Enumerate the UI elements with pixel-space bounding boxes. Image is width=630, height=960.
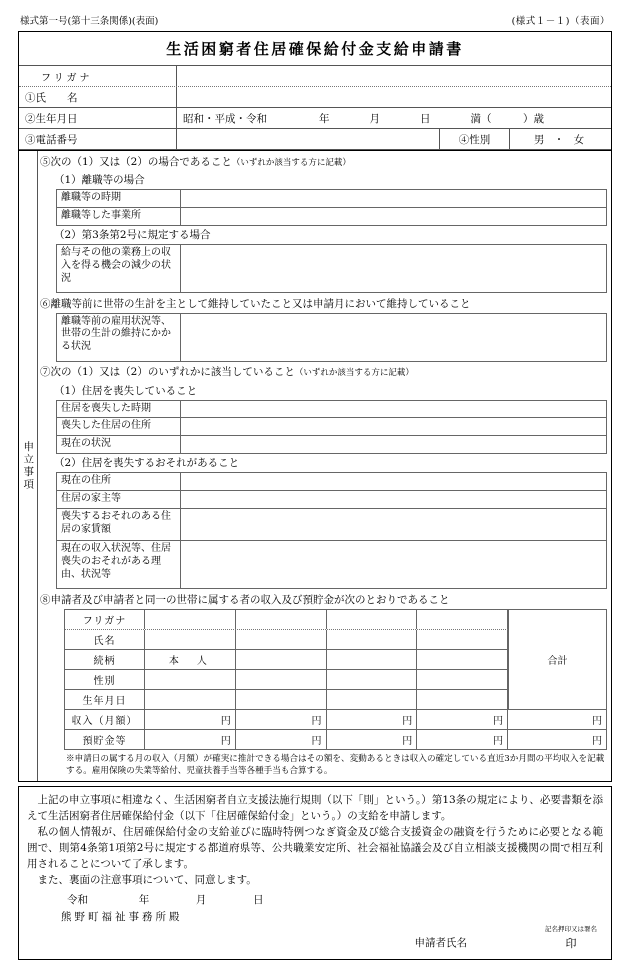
moushitate-vertical-label [19, 151, 38, 781]
person-3-income[interactable]: 円 [327, 710, 418, 729]
total-column-header: 合計 [508, 610, 606, 709]
total-income[interactable]: 円 [592, 715, 602, 727]
section-8-note: ※申請日の属する月の収入（月額）が確実に推計できる場合はその額を、変動あるときは収入の確定している直近3か月間の平均収入を記載する。雇用保険の失業等給付、児童扶養手当等各種手当も合算する。 [66, 753, 605, 776]
row-label: 現在の状況 [57, 436, 181, 453]
declaration-date[interactable] [27, 889, 603, 907]
table-row [57, 541, 606, 588]
row-label: 離職等前の雇用状況等、世帯の生計の維持にかかる状況 [57, 314, 181, 361]
row-input[interactable] [181, 418, 606, 435]
moushitate-block [19, 150, 611, 781]
dob-age-field[interactable]: 満（ ）歳 [470, 112, 544, 125]
dob-era-options[interactable]: 昭和・平成・令和 [183, 112, 267, 125]
main-form-frame [18, 31, 612, 782]
section-7-2-subheading: （2）住居を喪失するおそれがあること [54, 457, 240, 470]
tel-label: ③電話番号 [19, 129, 177, 149]
person-4-savings[interactable]: 円 [417, 730, 508, 749]
row-label: フリガナ [65, 610, 145, 629]
table-row [65, 650, 508, 670]
dob-day-unit: 日 [420, 112, 431, 125]
row-label: 離職等した事業所 [57, 208, 181, 225]
row-label: 喪失した住居の住所 [57, 418, 181, 435]
person-3-sex[interactable] [327, 670, 418, 689]
person-2-income[interactable]: 円 [236, 710, 327, 729]
declaration-frame [18, 786, 612, 960]
row-label: 現在の住所 [57, 473, 181, 490]
row-label: 喪失するおそれのある住居の家賃額 [57, 509, 181, 540]
table-row [57, 401, 606, 419]
section-6-heading [38, 293, 611, 313]
name-label: ①氏 名 [19, 87, 177, 107]
meta-row [18, 10, 612, 31]
person-1-sex[interactable] [145, 670, 236, 689]
declaration-paragraph-2: 私の個人情報が、住居確保給付金の支給並びに臨時特例つなぎ資金及び総合支援資金の融資を行うために必要となる範囲で、則第4条第1項第2号に規定する都道府県等、公共職業安定所、社会福祉協議会及び自立相談支援機関の間で相互利用されることについて了承します。 [27, 825, 603, 870]
section-5-heading-text: ⑤次の（1）又は（2）の場合であること [40, 155, 232, 168]
table-row [65, 690, 508, 709]
person-2-furigana[interactable] [236, 610, 327, 629]
row-label: 預貯金等 [65, 730, 145, 749]
date-year-unit: 年 [138, 893, 150, 906]
household-table-left [65, 610, 508, 709]
row-input[interactable] [181, 401, 606, 418]
name-input[interactable] [177, 87, 611, 107]
moushitate-body [38, 151, 611, 781]
dob-label: ②生年月日 [19, 108, 177, 128]
row-input[interactable] [181, 190, 606, 207]
table-row [57, 208, 606, 225]
section-5-1-subheading: （1）離職等の場合 [54, 174, 145, 186]
declaration-paragraph-1: 上記の申立事項に相違なく、生活困窮者自立支援法施行規則（以下「則」という。）第13条の規定により、必要書類を添えて生活困窮者住居確保給付金（以下「住居確保給付金」という。）の支給を申請します。 [27, 793, 603, 822]
row-label: 収入（月額） [65, 710, 145, 729]
person-2-name[interactable] [236, 630, 327, 649]
row-label: 住居の家主等 [57, 491, 181, 508]
form-number-left: 様式第一号(第十三条関係)(表面) [20, 16, 159, 27]
tel-input[interactable] [177, 129, 439, 149]
table-row [57, 491, 606, 509]
date-day-unit: 日 [253, 893, 264, 906]
table-row [57, 509, 606, 541]
table-row [57, 473, 606, 491]
seal-area[interactable] [545, 926, 603, 951]
table-row [57, 190, 606, 208]
section-7-heading-text: ⑦次の（1）又は（2）のいずれかに該当していること [40, 366, 295, 379]
table-row [65, 730, 606, 749]
row-input[interactable] [181, 509, 606, 540]
person-4-furigana[interactable] [417, 610, 508, 629]
furigana-input[interactable] [177, 66, 611, 86]
sex-label: ④性別 [439, 129, 509, 149]
section-7-1-subheading: （1）住居を喪失していること [54, 384, 198, 397]
person-2-savings[interactable]: 円 [236, 730, 327, 749]
section-5-1-table [56, 189, 607, 226]
table-row [57, 314, 606, 361]
furigana-label: フリガナ [19, 66, 177, 86]
person-3-name[interactable] [327, 630, 418, 649]
row-input[interactable] [181, 314, 606, 361]
section-7-1-table [56, 400, 607, 454]
moushitate-vertical-label-text: 申立事項 [22, 440, 35, 491]
table-row [57, 436, 606, 453]
person-1-income[interactable]: 円 [145, 710, 236, 729]
person-2-sex[interactable] [236, 670, 327, 689]
person-1-furigana[interactable] [145, 610, 236, 629]
row-input[interactable] [181, 491, 606, 508]
household-income-table [64, 609, 607, 750]
row-label: 性別 [65, 670, 145, 689]
person-4-income[interactable]: 円 [417, 710, 508, 729]
date-month-unit: 月 [195, 893, 207, 906]
table-row [65, 709, 606, 730]
row-input[interactable] [181, 473, 606, 490]
form-number-right: (様式１－１)（表面） [511, 16, 610, 27]
row-input[interactable] [181, 208, 606, 225]
row-label: 離職等の時期 [57, 190, 181, 207]
person-4-sex[interactable] [417, 670, 508, 689]
row-input[interactable] [181, 436, 606, 453]
declaration-paragraph-3: また、裏面の注意事項について、同意します。 [37, 873, 257, 886]
person-3-furigana[interactable] [327, 610, 418, 629]
person-3-relation[interactable] [327, 650, 418, 669]
seal-note: 記名押印又は署名 [545, 924, 597, 933]
person-3-dob[interactable] [327, 690, 418, 709]
person-1-name[interactable] [145, 630, 236, 649]
person-1-relation[interactable]: 本 人 [145, 650, 236, 669]
person-4-relation[interactable] [417, 650, 508, 669]
row-input[interactable] [181, 245, 606, 292]
total-savings[interactable]: 円 [592, 735, 602, 747]
section-7-heading [38, 362, 611, 382]
table-row [65, 670, 508, 690]
section-5-2-subheading: （2）第3条第2号に規定する場合 [54, 229, 211, 242]
date-era: 令和 [67, 893, 88, 906]
addressed-office: 熊野町福祉事務所殿 [61, 910, 183, 923]
row-label: 住居を喪失した時期 [57, 401, 181, 418]
row-label: 生年月日 [65, 690, 145, 709]
section-7-2-table [56, 472, 607, 589]
table-row [65, 630, 508, 650]
dob-month-unit: 月 [369, 112, 380, 125]
dob-input[interactable] [177, 108, 611, 128]
dob-year-unit: 年 [319, 112, 330, 125]
row-dob [19, 108, 611, 129]
row-input[interactable] [181, 541, 606, 588]
table-row [57, 245, 606, 292]
applicant-name-label: 申請者氏名 [414, 936, 467, 949]
row-label: 氏名 [65, 630, 145, 649]
section-5-2-table [56, 244, 607, 293]
section-5-heading [38, 151, 611, 171]
section-6-heading-text: ⑥離職等前に世帯の生計を主として維持していたこと又は申請月において維持していること [40, 297, 471, 310]
signature-row [27, 924, 603, 951]
row-label: 現在の収入状況等、住居喪失のおそれがある理由、状況等 [57, 541, 181, 588]
person-2-dob[interactable] [236, 690, 327, 709]
section-7-heading-note: （いずれか該当する方に記載） [294, 368, 414, 379]
row-furigana [19, 66, 611, 87]
person-1-savings[interactable]: 円 [145, 730, 236, 749]
section-5-heading-note: （いずれか該当する方に記載） [231, 157, 351, 168]
household-table-grid [65, 610, 606, 709]
person-4-name[interactable] [417, 630, 508, 649]
row-tel-sex [19, 129, 611, 150]
row-label: 続柄 [65, 650, 145, 669]
person-1-dob[interactable] [145, 690, 236, 709]
person-3-savings[interactable]: 円 [327, 730, 418, 749]
page-title: 生活困窮者住居確保給付金支給申請書 [19, 32, 611, 66]
section-6-table [56, 313, 607, 362]
sex-options[interactable]: 男 ・ 女 [509, 129, 611, 149]
seal-mark: 印 [565, 936, 577, 950]
table-row [65, 610, 508, 630]
person-4-dob[interactable] [417, 690, 508, 709]
person-2-relation[interactable] [236, 650, 327, 669]
table-row [57, 418, 606, 436]
row-name [19, 87, 611, 108]
row-label: 給与その他の業務上の収入を得る機会の減少の状況 [57, 245, 181, 292]
section-8-heading: ⑧申請者及び申請者と同一の世帯に属する者の収入及び預貯金が次のとおりであること [40, 593, 450, 606]
